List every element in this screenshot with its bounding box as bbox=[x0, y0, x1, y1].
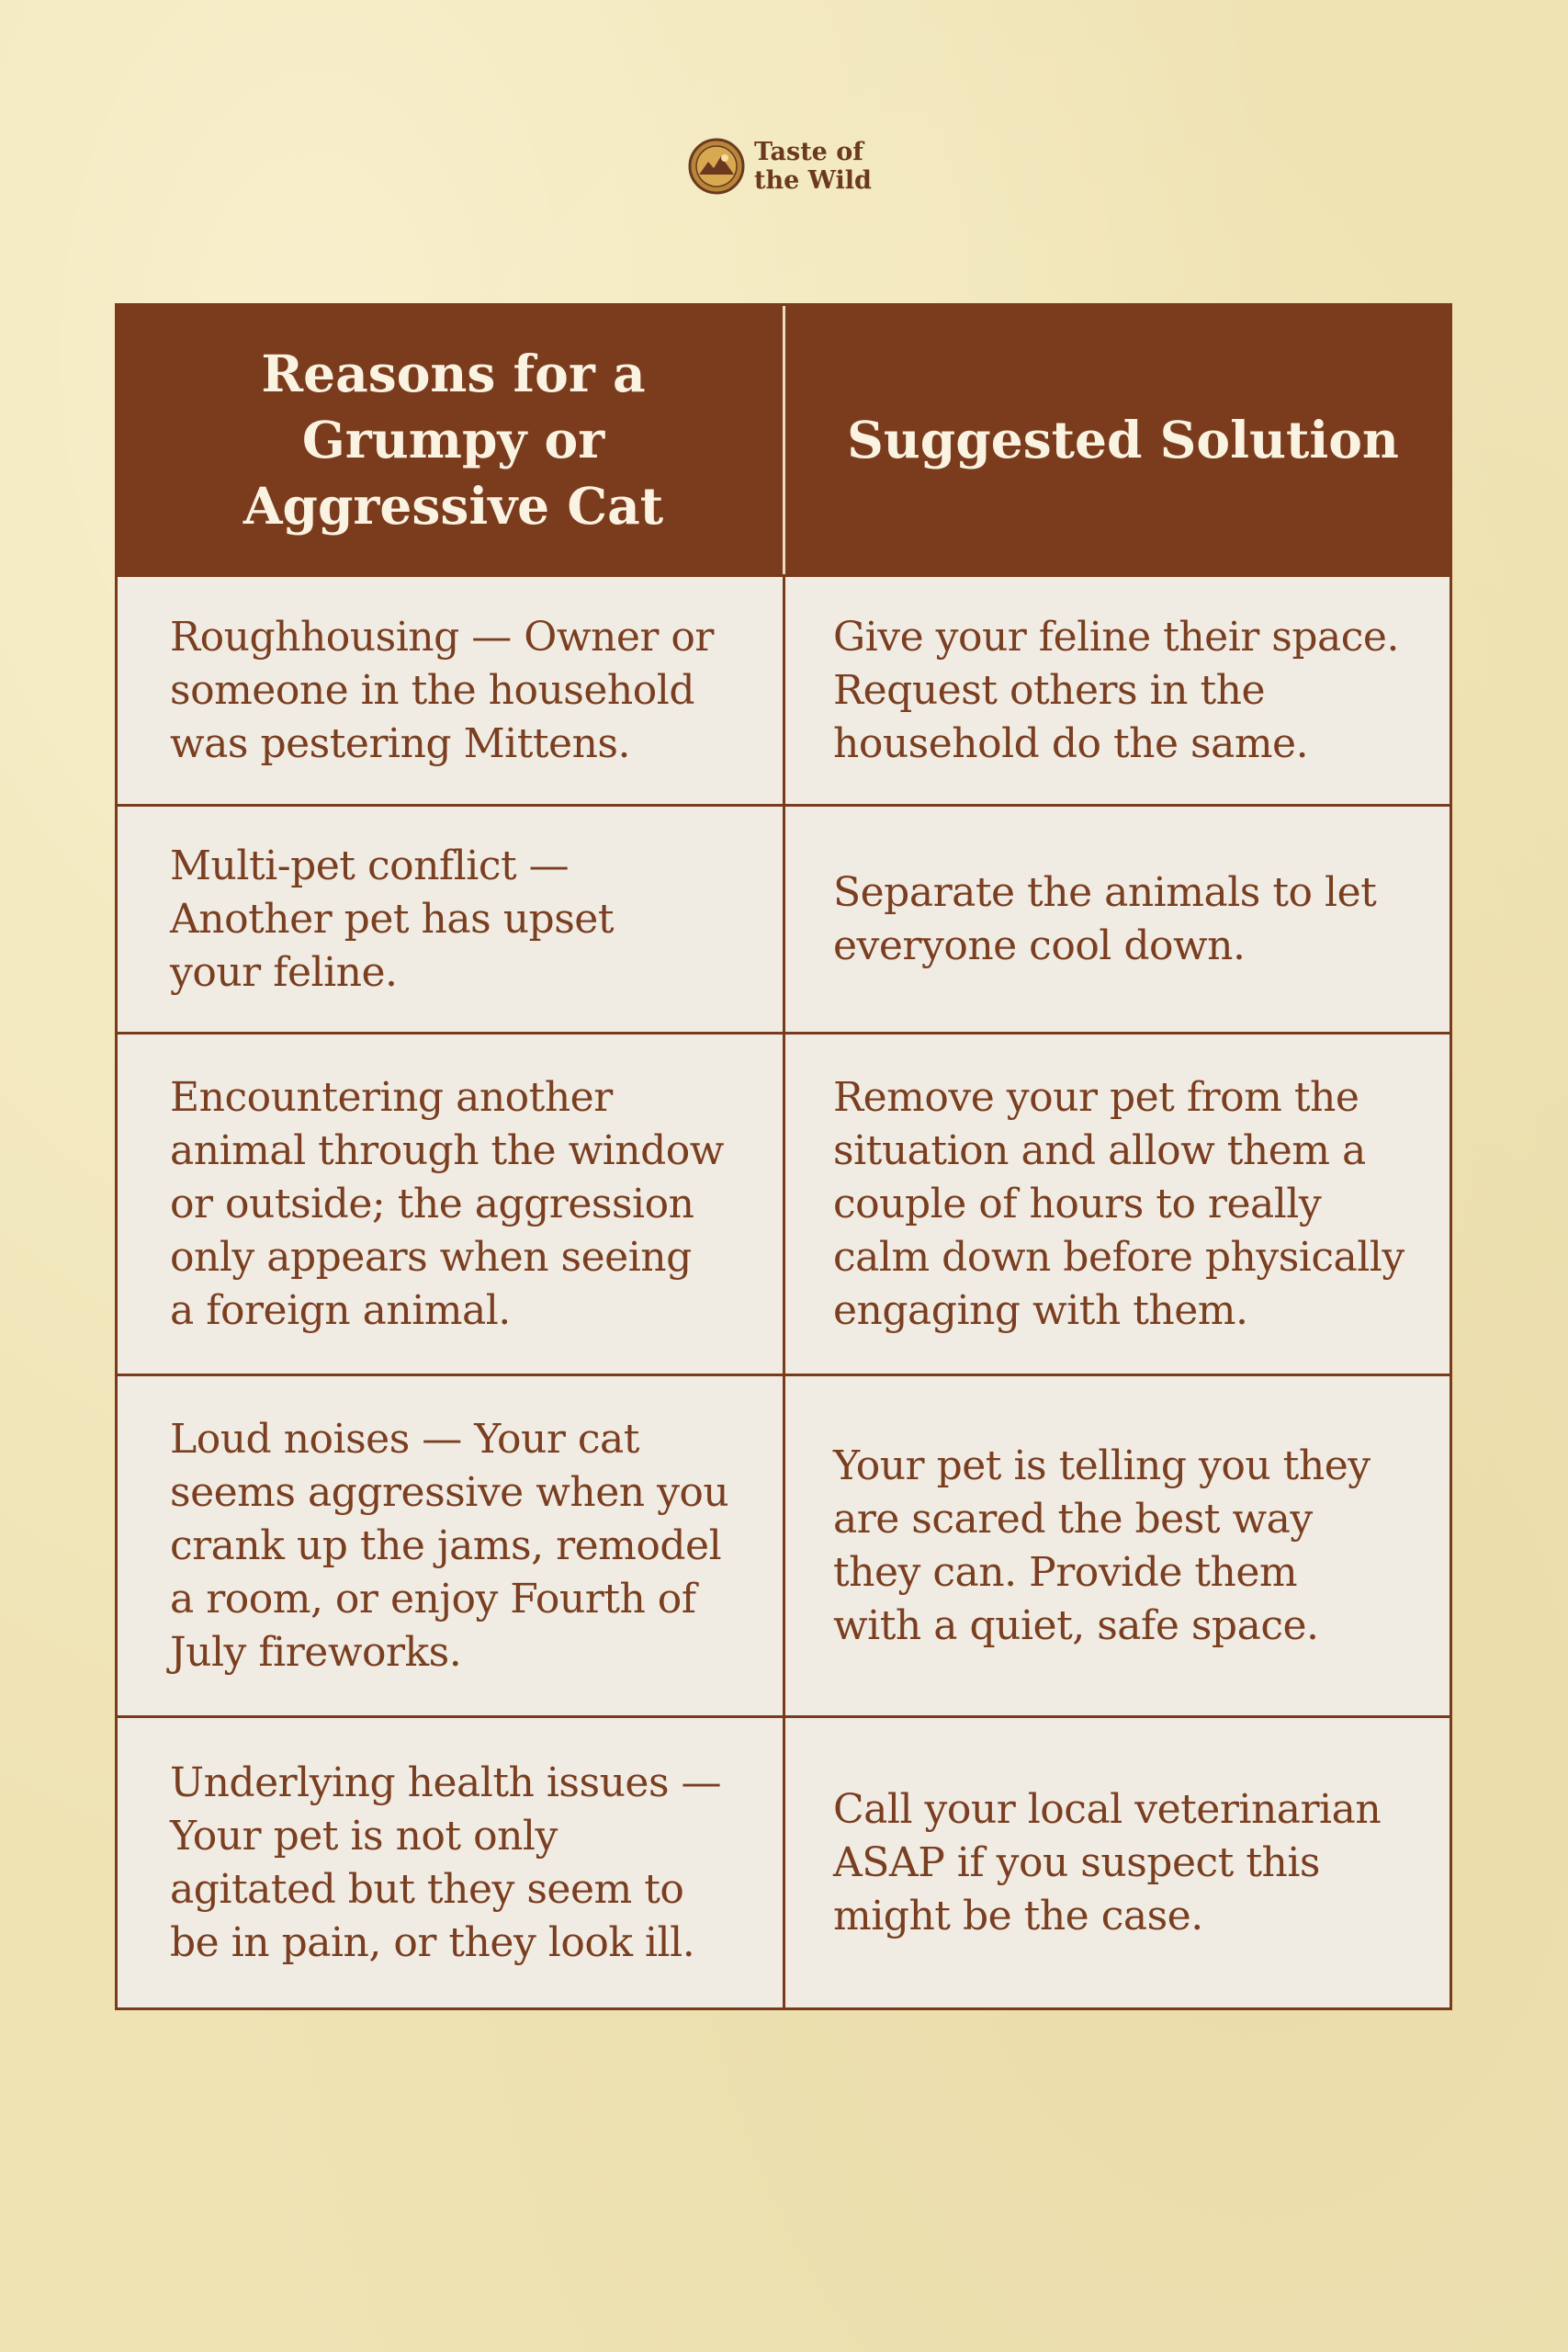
header-solution: Suggested Solution bbox=[847, 410, 1399, 469]
solution-cell bbox=[785, 807, 1450, 1032]
table-row bbox=[118, 574, 1450, 804]
table-header-row bbox=[118, 306, 1450, 574]
solution-cell bbox=[785, 1718, 1450, 2007]
header-reasons: Reasons for a Grumpy or Aggressive Cat bbox=[243, 344, 664, 536]
reason-cell bbox=[118, 1376, 785, 1715]
reason-cell bbox=[118, 807, 785, 1032]
table-row bbox=[118, 1715, 1450, 2007]
solution-text: Give your feline their space. Request others in the household do the same. bbox=[833, 613, 1399, 767]
solution-text: Your pet is telling you they are scared the best way they can. Provide them with a quiet, safe space. bbox=[833, 1442, 1371, 1649]
reasons-solutions-table bbox=[115, 303, 1452, 2010]
brand-name-line2: the Wild bbox=[754, 166, 872, 195]
solution-cell bbox=[785, 1035, 1450, 1374]
reason-text: Loud noises — Your cat seems aggressive when you crank up the jams, remodel a room, or enjoy Fourth of July fireworks. bbox=[170, 1415, 729, 1676]
reason-cell bbox=[118, 1718, 785, 2007]
solution-text: Remove your pet from the situation and allow them a couple of hours to really calm down before physically engaging with them. bbox=[833, 1073, 1404, 1334]
header-cell-reasons bbox=[118, 306, 785, 574]
table-row bbox=[118, 1374, 1450, 1715]
table-row bbox=[118, 804, 1450, 1032]
solution-text: Call your local veterinarian ASAP if you suspect this might be the case. bbox=[833, 1785, 1382, 1939]
reason-text: Roughhousing — Owner or someone in the household was pestering Mittens. bbox=[170, 613, 714, 767]
reason-text: Encountering another animal through the window or outside; the aggression only appears when seeing a foreign animal. bbox=[170, 1073, 724, 1334]
solution-cell bbox=[785, 1376, 1450, 1715]
solution-text: Separate the animals to let everyone cool down. bbox=[833, 868, 1377, 969]
table-row bbox=[118, 1032, 1450, 1374]
reason-cell bbox=[118, 1035, 785, 1374]
reason-text: Multi-pet conflict — Another pet has upset your feline. bbox=[170, 842, 614, 996]
brand-emblem-icon bbox=[688, 138, 745, 195]
brand-name-line1: Taste of bbox=[754, 138, 863, 166]
reason-cell bbox=[118, 577, 785, 804]
brand-logo bbox=[688, 134, 890, 198]
solution-cell bbox=[785, 577, 1450, 804]
brand-name bbox=[754, 138, 872, 195]
reason-text: Underlying health issues — Your pet is not only agitated but they seem to be in pain, or they look ill. bbox=[170, 1758, 722, 1966]
header-cell-solution bbox=[785, 306, 1450, 574]
